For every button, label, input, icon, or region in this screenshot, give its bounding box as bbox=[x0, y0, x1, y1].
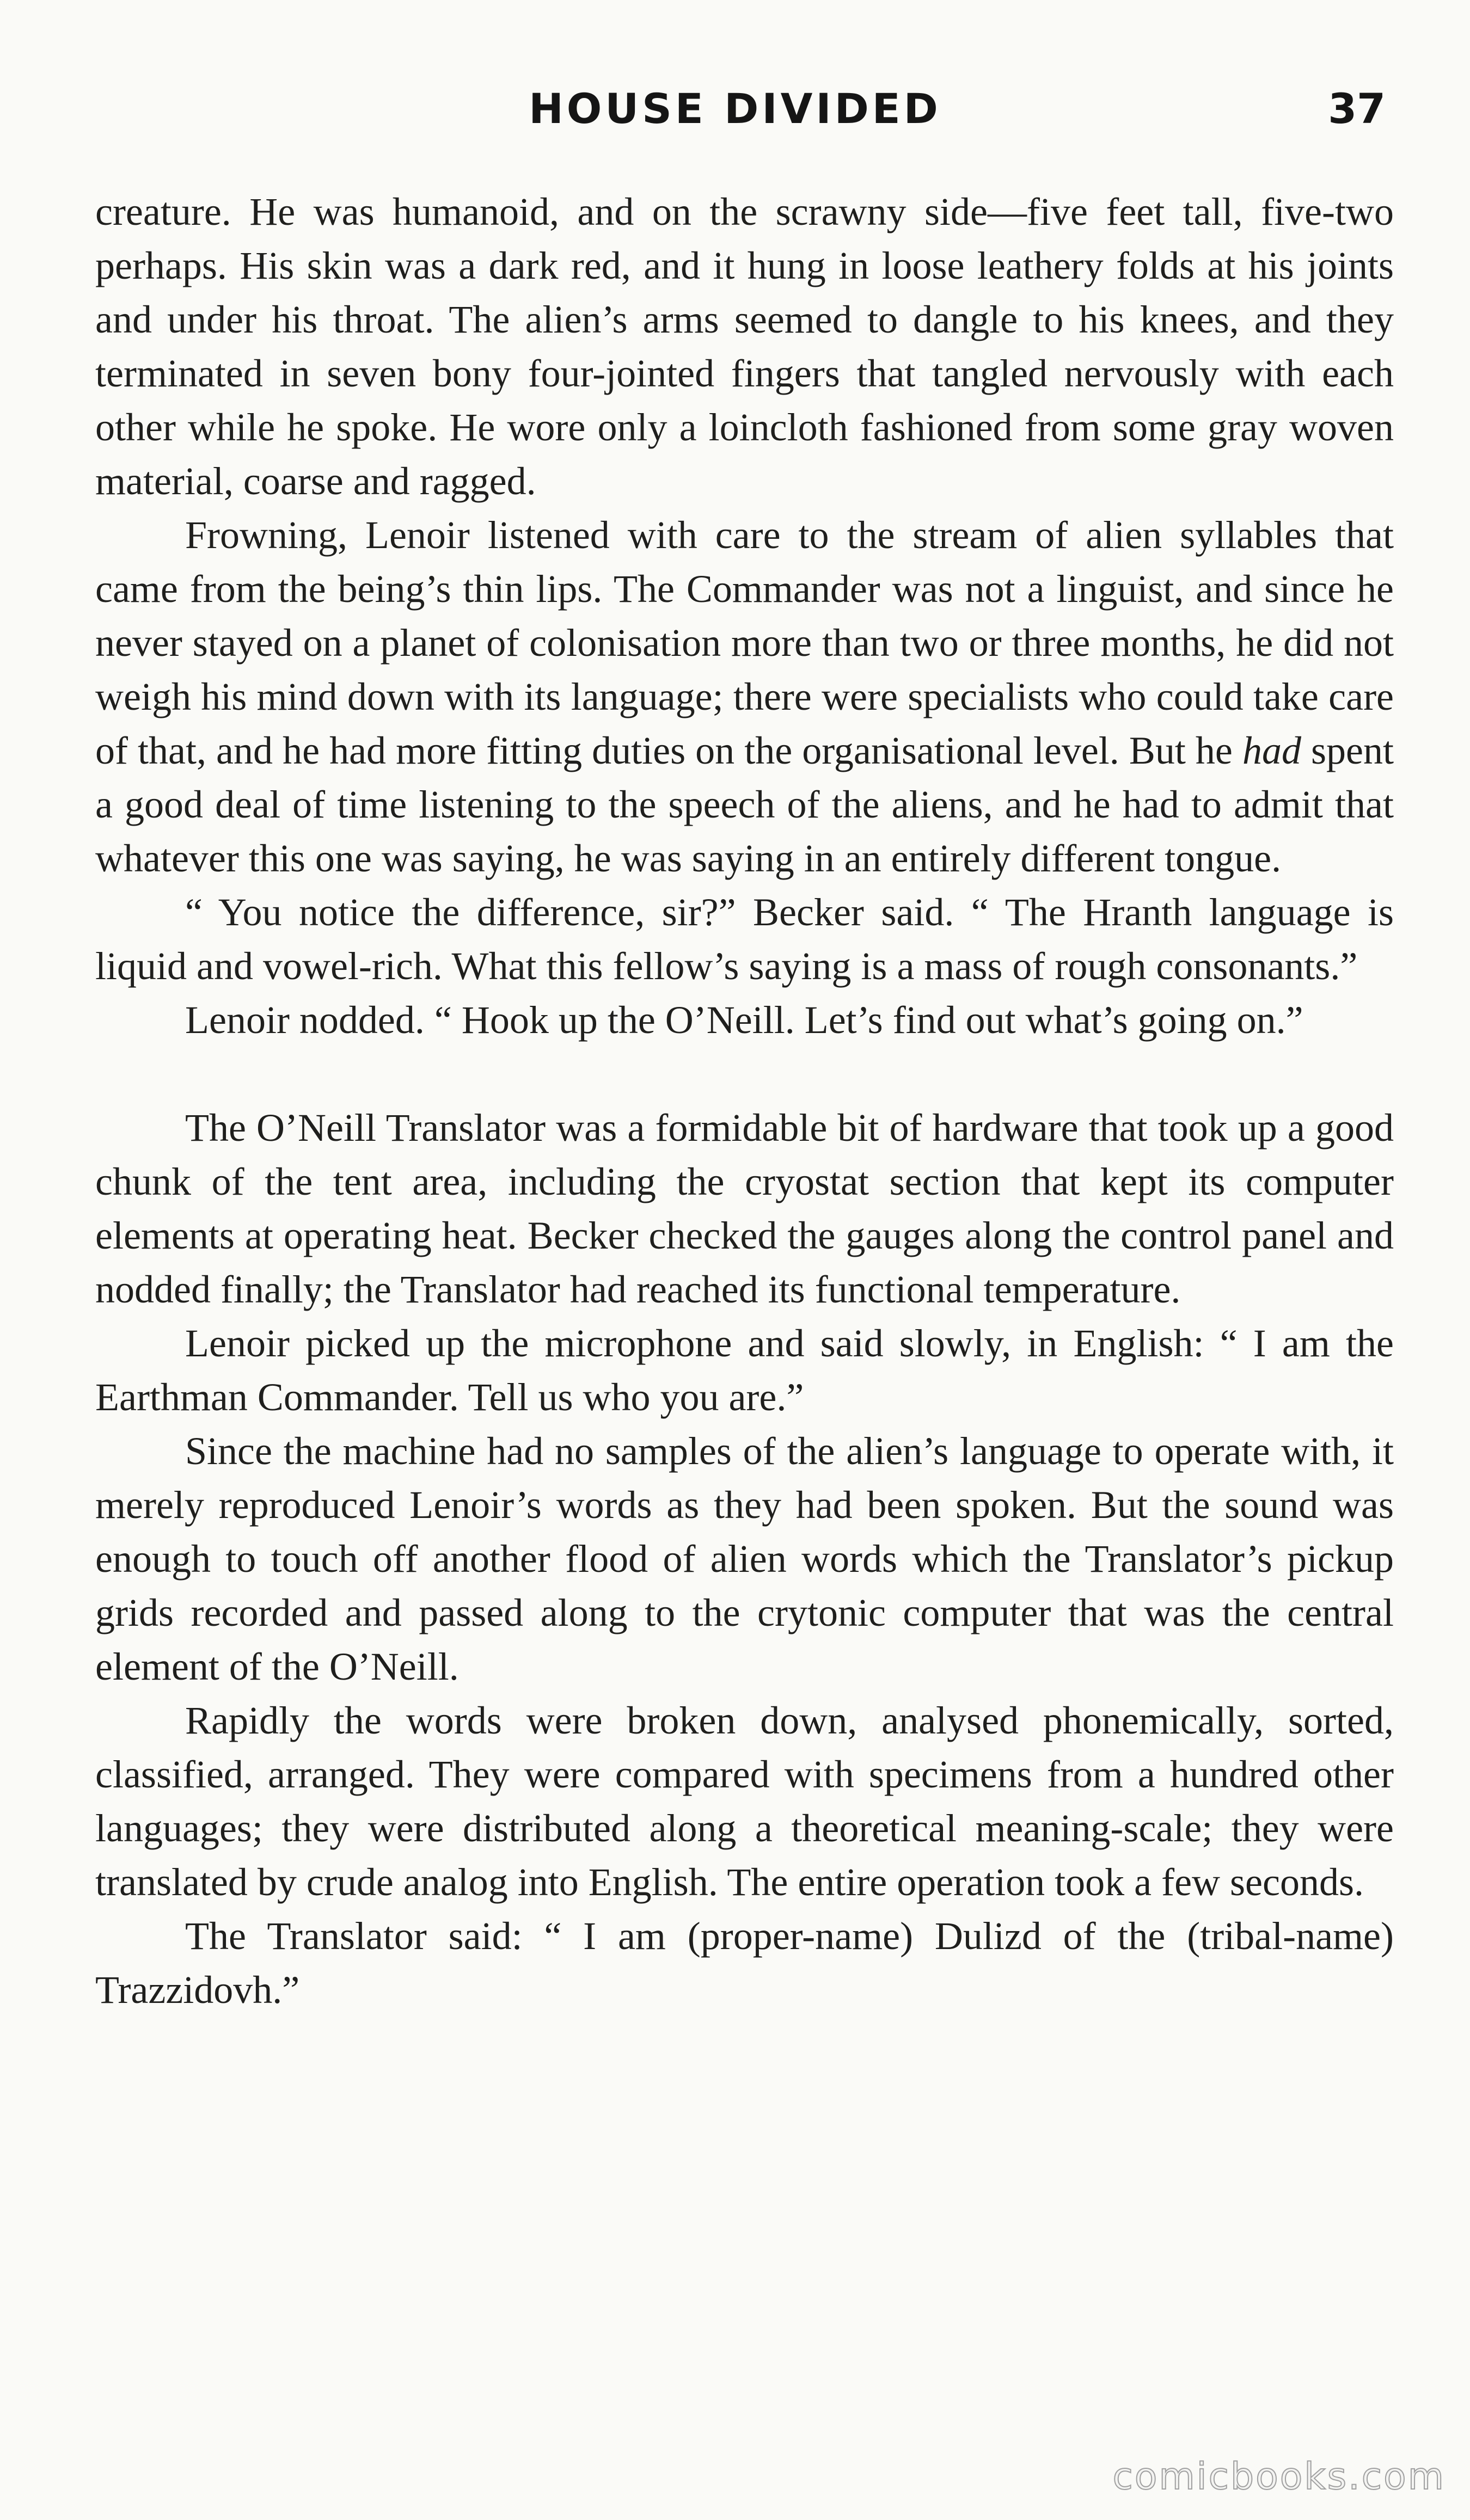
paragraph-2 bbox=[95, 508, 1394, 886]
paragraph-7: Since the machine had no samples of the alien’s language to operate with, it merely reproduced Lenoir’s words as they had been spoken. But the sound was enough to touch off another flood of alien words which the Translator’s pickup grids recorded and passed along to the crytonic computer that was the central element of the O’Neill. bbox=[95, 1429, 1394, 1688]
watermark: comicbooks.com bbox=[1112, 2455, 1445, 2498]
paragraph-5: The O’Neill Translator was a formidable bit of hardware that took up a good chunk of the tent area, including the cryostat section that kept its computer elements at operating heat. Becker checked the gauges along the control panel and nodded finally; the Translator had reached its functional temperature. bbox=[95, 1106, 1394, 1311]
paragraph-6: Lenoir picked up the microphone and said slowly, in English: “ I am the Earthman Commander. Tell us who you are.” bbox=[95, 1322, 1394, 1419]
body-text bbox=[95, 185, 1394, 2017]
chapter-title: HOUSE DIVIDED bbox=[529, 84, 941, 133]
paragraph-2-text-cont: spent a good deal of time listening to the speech of the aliens, and he had to admit that whatever this one was saying, he was saying in an entirely different tongue. bbox=[95, 729, 1394, 880]
running-head bbox=[0, 82, 1470, 136]
emphasis-had: had bbox=[1242, 729, 1301, 772]
paragraph-2-text: Frowning, Lenoir listened with care to the stream of alien syllables that came from the being’s thin lips. The Commander was not a linguist, and since he never stayed on a planet of colonisation more than two or three months, he did not weigh his mind down with its language; there were specialists who could take care of that, and he had more fitting duties on the organisational level. But he bbox=[95, 513, 1394, 772]
paragraph-4: Lenoir nodded. “ Hook up the O’Neill. Let’s find out what’s going on.” bbox=[185, 998, 1303, 1042]
paragraph-1: creature. He was humanoid, and on the scrawny side—five feet tall, five-two perhaps. His skin was a dark red, and it hung in loose leathery folds at his joints and under his throat. The alien’s arms seemed to dangle to his knees, and they terminated in seven bony four-jointed fingers that tangled nervously with each other while he spoke. He wore only a loincloth fashioned from some gray woven material, coarse and ragged. bbox=[95, 190, 1394, 503]
paragraph-8: Rapidly the words were broken down, analysed phonemically, sorted, classified, arranged. They were compared with specimens from a hundred other languages; they were distributed along a theoretical meaning-scale; they were translated by crude analog into English. The entire operation took a few seconds. bbox=[95, 1699, 1394, 1904]
paragraph-3: “ You notice the difference, sir?” Becker said. “ The Hranth language is liquid and vowel-rich. What this fellow’s saying is a mass of rough consonants.” bbox=[95, 890, 1394, 988]
page-number: 37 bbox=[1328, 84, 1386, 133]
paragraph-9: The Translator said: “ I am (proper-name) Dulizd of the (tribal-name) Trazzidovh.” bbox=[95, 1914, 1394, 2012]
